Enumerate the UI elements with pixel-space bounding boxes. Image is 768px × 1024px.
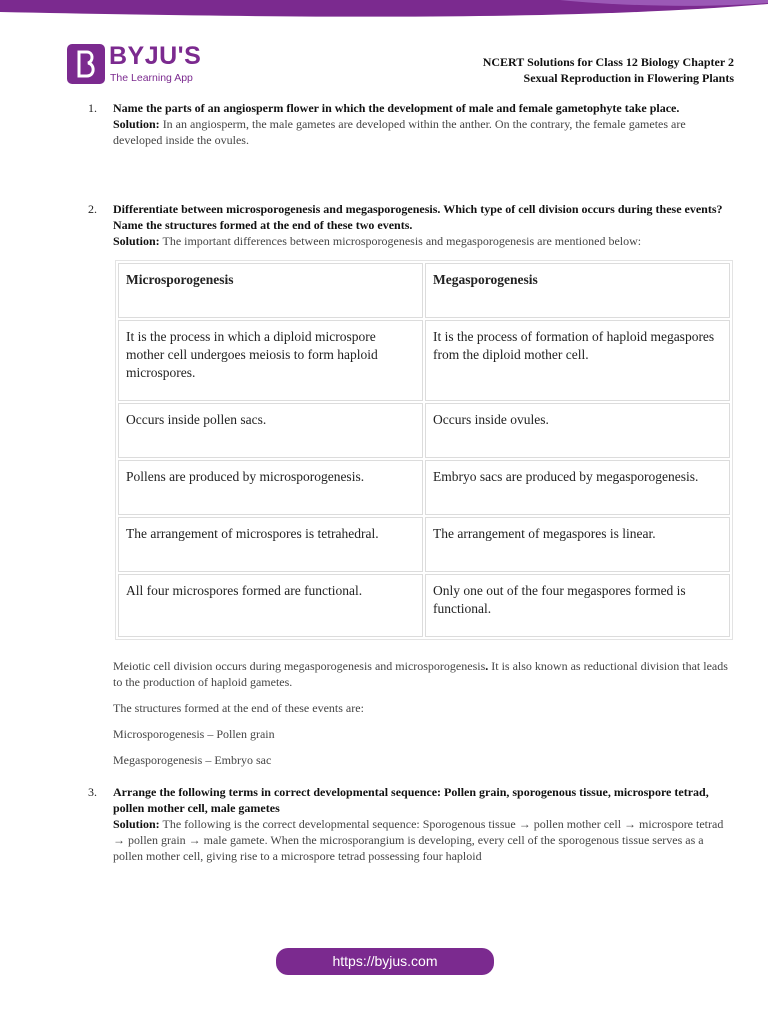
solution-text: The important differences between microsporogenesis and megasporogenesis are mentioned below: — [162, 234, 642, 248]
question-number: 2. — [88, 202, 97, 216]
question-title: Differentiate between microsporogenesis and megasporogenesis. Which type of cell division occurs during these events? Name the structures formed at the end of these two events. — [113, 202, 723, 232]
table-cell: Occurs inside ovules. — [425, 403, 730, 458]
paragraph-meiosis-dot: . — [485, 659, 489, 673]
header-line-1: NCERT Solutions for Class 12 Biology Chapter 2 — [482, 55, 734, 69]
table-cell: It is the process in which a diploid microspore mother cell undergoes meiosis to form haploid microspores. — [118, 320, 423, 401]
comparison-table — [115, 260, 733, 640]
paragraph-meiosis — [113, 658, 732, 690]
logo-badge-icon — [67, 44, 105, 84]
table-cell: The arrangement of microspores is tetrahedral. — [118, 517, 423, 572]
solution — [113, 816, 732, 864]
table-row — [118, 574, 730, 637]
table-cell: Only one out of the four megaspores formed is functional. — [425, 574, 730, 637]
brand-name: BYJU'S — [109, 42, 202, 70]
table-cell: The arrangement of megaspores is linear. — [425, 517, 730, 572]
table-cell: Pollens are produced by microsporogenesis. — [118, 460, 423, 515]
table-row — [118, 460, 730, 515]
paragraph-micro: Microsporogenesis – Pollen grain — [113, 727, 275, 741]
paragraph-mega: Megasporogenesis – Embryo sac — [113, 753, 272, 767]
question-2 — [82, 201, 732, 249]
solution-text: The following is the correct developmental sequence: Sporogenous tissue → pollen mother cell → microspore tetrad → pollen grain → male gamete. When the microsporangium is developing, every cell of the sporogenous tissue serves as a pollen mother cell, giving rise to a microspore tetrad possessing four haploid — [113, 817, 724, 863]
table-header-cell: Microsporogenesis — [118, 263, 423, 318]
question-title: Arrange the following terms in correct developmental sequence: Pollen grain, sporogenous tissue, microspore tetrad, pollen mother cell, male gametes — [113, 785, 709, 815]
solution-label: Solution: — [113, 117, 160, 131]
table-header-cell: Megasporogenesis — [425, 263, 730, 318]
solution-label: Solution: — [113, 234, 160, 248]
question-number: 1. — [88, 101, 97, 115]
brand-tagline: The Learning App — [110, 72, 193, 84]
byjus-logo — [67, 44, 207, 86]
table-cell: Embryo sacs are produced by megasporogenesis. — [425, 460, 730, 515]
question-3 — [82, 784, 732, 864]
document-header — [483, 54, 734, 86]
table-row — [118, 403, 730, 458]
solution — [113, 233, 732, 249]
table-cell: All four microspores formed are functional. — [118, 574, 423, 637]
paragraph-meiosis-start: Meiotic cell division occurs during megasporogenesis and microsporogenesis — [113, 659, 486, 673]
solution — [113, 116, 732, 148]
table-cell: It is the process of formation of haploid megaspores from the diploid mother cell. — [425, 320, 730, 401]
paragraph-structures: The structures formed at the end of these events are: — [113, 701, 364, 715]
table-row — [118, 517, 730, 572]
document-body — [82, 100, 732, 864]
top-swoosh-decoration — [0, 0, 768, 24]
question-1 — [82, 100, 732, 148]
solution-text: In an angiosperm, the male gametes are developed within the anther. On the contrary, the female gametes are developed inside the ovules. — [113, 117, 686, 147]
paragraph-meiosis-rest: It is also known as reductional division that leads to the production of haploid gametes. — [113, 659, 728, 689]
question-title: Name the parts of an angiosperm flower in which the development of male and female gametophyte take place. — [113, 101, 680, 115]
solution-label: Solution: — [113, 817, 160, 831]
table-explanation — [113, 658, 732, 768]
table-row — [118, 320, 730, 401]
table-header-row — [118, 263, 730, 318]
header-line-2: Sexual Reproduction in Flowering Plants — [523, 71, 734, 85]
website-link-button[interactable]: https://byjus.com — [276, 948, 494, 975]
table-cell: Occurs inside pollen sacs. — [118, 403, 423, 458]
question-number: 3. — [88, 785, 97, 799]
